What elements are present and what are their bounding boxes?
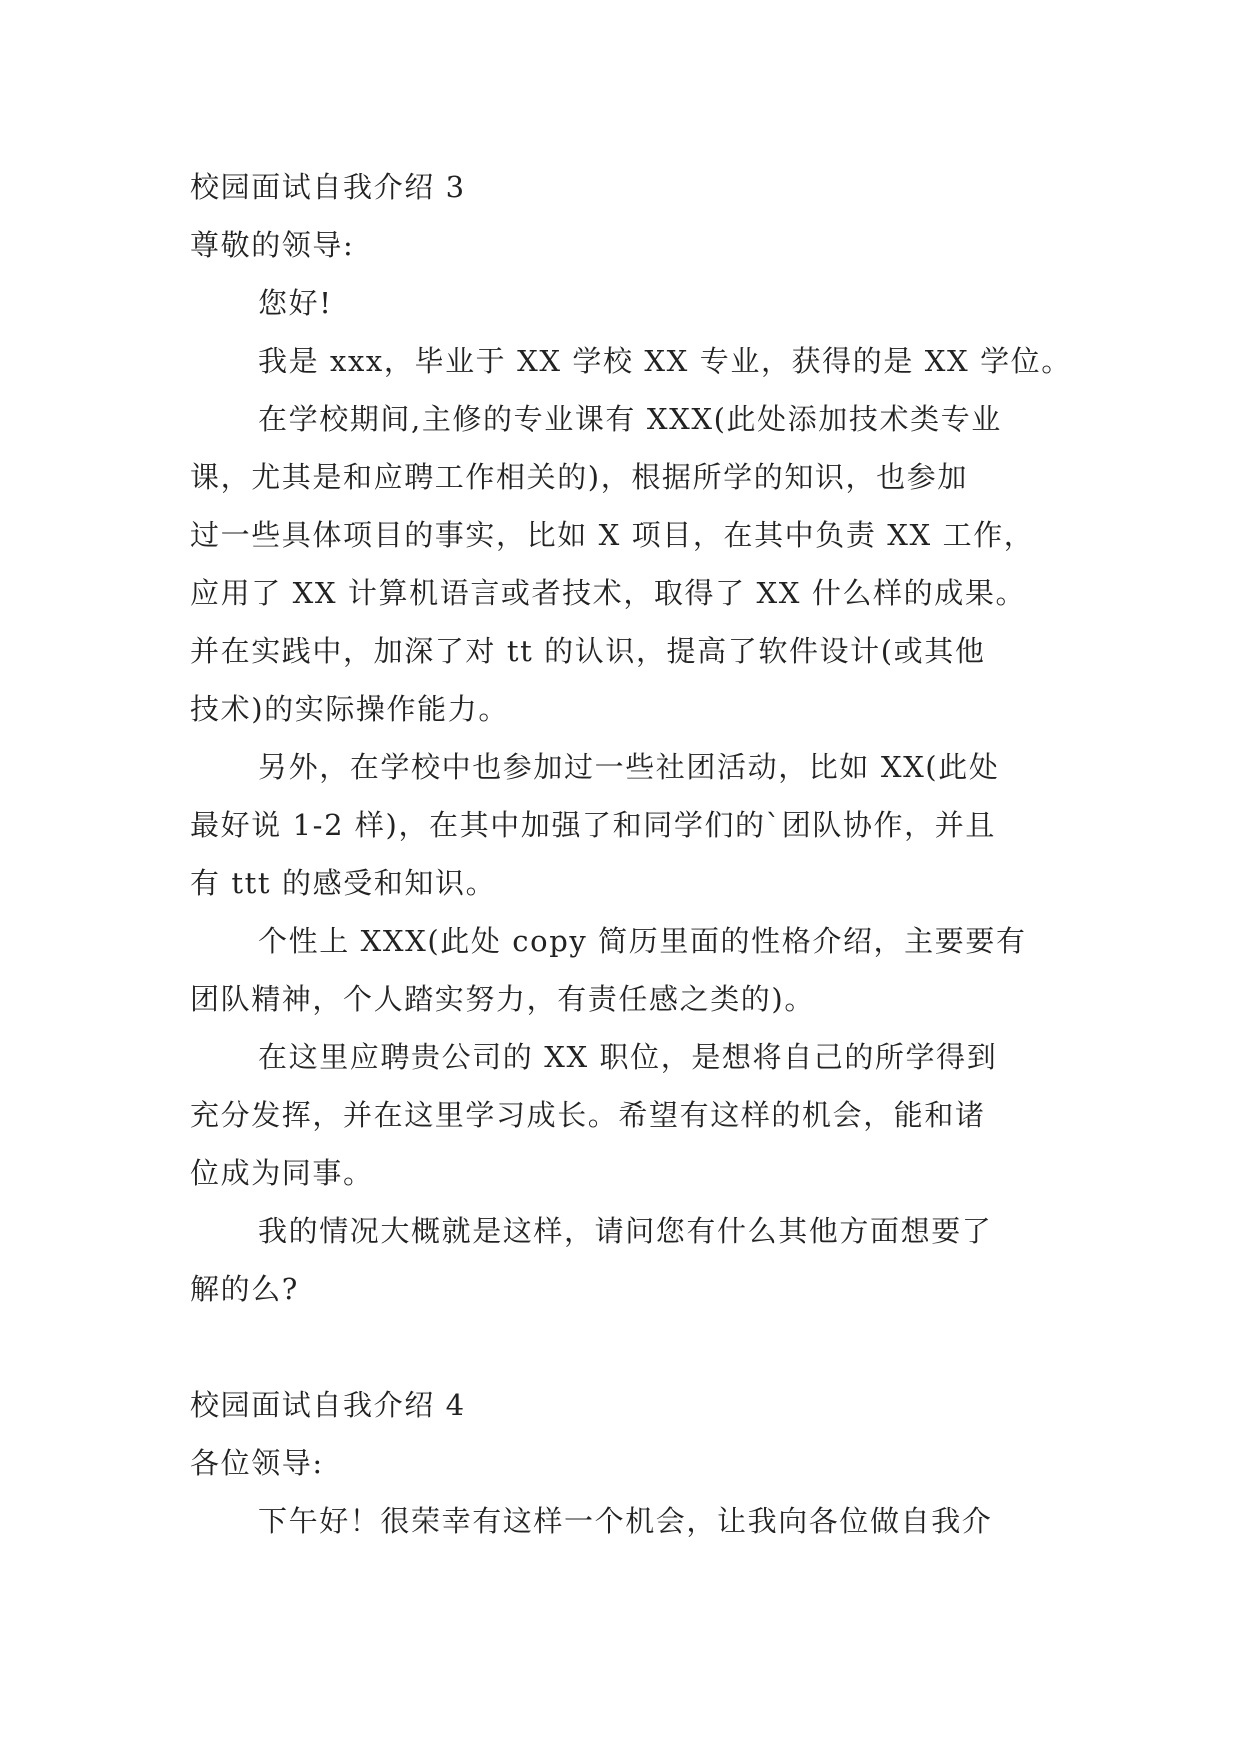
- text-line: 在学校期间,主修的专业课有 XXX(此处添加技术类专业: [258, 402, 1002, 436]
- text-line: 我是 xxx，毕业于 XX 学校 XX 专业，获得的是 XX 学位。: [258, 344, 1072, 378]
- text-line: 并在实践中，加深了对 tt 的认识，提高了软件设计(或其他: [190, 634, 986, 668]
- text-line: 团队精神，个人踏实努力，有责任感之类的)。: [190, 982, 815, 1016]
- text-line: 技术)的实际操作能力。: [190, 692, 509, 726]
- text-line: 应用了 XX 计算机语言或者技术，取得了 XX 什么样的成果。: [190, 576, 1027, 610]
- text-line: 下午好！很荣幸有这样一个机会，让我向各位做自我介: [258, 1504, 993, 1538]
- salutation: 各位领导:: [190, 1446, 324, 1480]
- text-line: 过一些具体项目的事实，比如 X 项目，在其中负责 XX 工作，: [190, 518, 1035, 552]
- text-line: 有 ttt 的感受和知识。: [190, 866, 497, 900]
- document-body: [190, 158, 1072, 1550]
- text-line: 另外，在学校中也参加过一些社团活动，比如 XX(此处: [258, 750, 1000, 784]
- text-line: 我的情况大概就是这样，请问您有什么其他方面想要了: [258, 1214, 993, 1248]
- text-line: 在这里应聘贵公司的 XX 职位，是想将自己的所学得到: [258, 1040, 998, 1074]
- text-line: 位成为同事。: [190, 1156, 374, 1190]
- section-spacer: [190, 1318, 1050, 1376]
- text-line: 充分发挥，并在这里学习成长。希望有这样的机会，能和诸: [190, 1098, 986, 1132]
- text-line: 解的么?: [190, 1272, 299, 1306]
- text-line: 个性上 XXX(此处 copy 简历里面的性格介绍，主要要有: [258, 924, 1027, 958]
- greeting: 您好!: [258, 286, 333, 320]
- salutation: 尊敬的领导:: [190, 228, 355, 262]
- text-line: 课，尤其是和应聘工作相关的)，根据所学的知识，也参加: [190, 460, 968, 494]
- text-line: 最好说 1-2 样)，在其中加强了和同学们的`团队协作，并且: [190, 808, 996, 842]
- section-title-3: 校园面试自我介绍 3: [190, 170, 466, 204]
- section-title-4: 校园面试自我介绍 4: [190, 1388, 466, 1422]
